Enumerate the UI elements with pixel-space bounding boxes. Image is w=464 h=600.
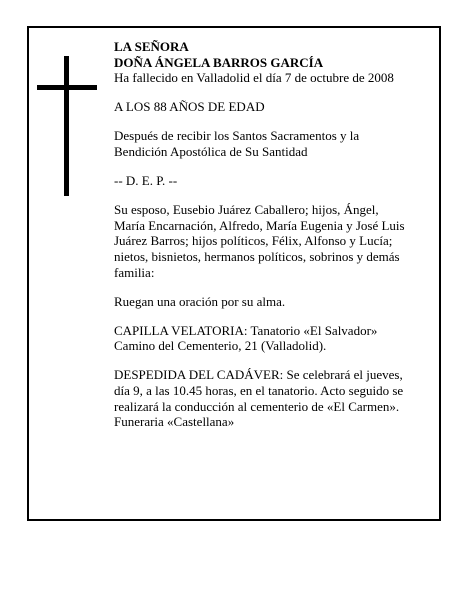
cross-icon-crossbar	[37, 85, 97, 90]
chapel-line-2: Camino del Cementerio, 21 (Valladolid).	[114, 338, 327, 354]
sacraments-line-2: Bendición Apostólica de Su Santidad	[114, 143, 308, 159]
funeral-home-line: Funeraria «Castellana»	[114, 414, 235, 430]
farewell-line: realizará la conducción al cementerio de «El Carmen».	[114, 398, 400, 414]
title-line: LA SEÑORA	[114, 39, 189, 54]
family-line: Juárez Barros; hijos políticos, Félix, Alfonso y Lucía;	[114, 233, 393, 249]
prayer-line: Ruegan una oración por su alma.	[114, 293, 286, 309]
family-line: María Encarnación, Alfredo, María Eugenia y José Luis	[114, 217, 405, 233]
chapel-line-1: CAPILLA VELATORIA: Tanatorio «El Salvador»	[114, 322, 378, 338]
farewell-line: día 9, a las 10.45 horas, en el tanatorio. Acto seguido se	[114, 383, 404, 398]
family-line: familia:	[114, 264, 155, 280]
sacraments-line-1: Después de recibir los Santos Sacramentos y la	[114, 128, 360, 144]
cross-icon	[64, 56, 69, 196]
family-line: Su esposo, Eusebio Juárez Caballero; hijos, Ángel,	[114, 202, 379, 218]
family-line: nietos, bisnietos, hermanos políticos, sobrinos y demás	[114, 248, 400, 264]
rip-line: -- D. E. P. --	[114, 173, 178, 189]
deceased-name: DOÑA ÁNGELA BARROS GARCÍA	[114, 54, 324, 70]
age-line: A LOS 88 AÑOS DE EDAD	[114, 99, 265, 115]
obituary-text	[114, 39, 430, 430]
farewell-line: DESPEDIDA DEL CADÁVER: Se celebrará el jueves,	[114, 367, 403, 383]
death-line: Ha fallecido en Valladolid el día 7 de octubre de 2008	[114, 70, 394, 86]
